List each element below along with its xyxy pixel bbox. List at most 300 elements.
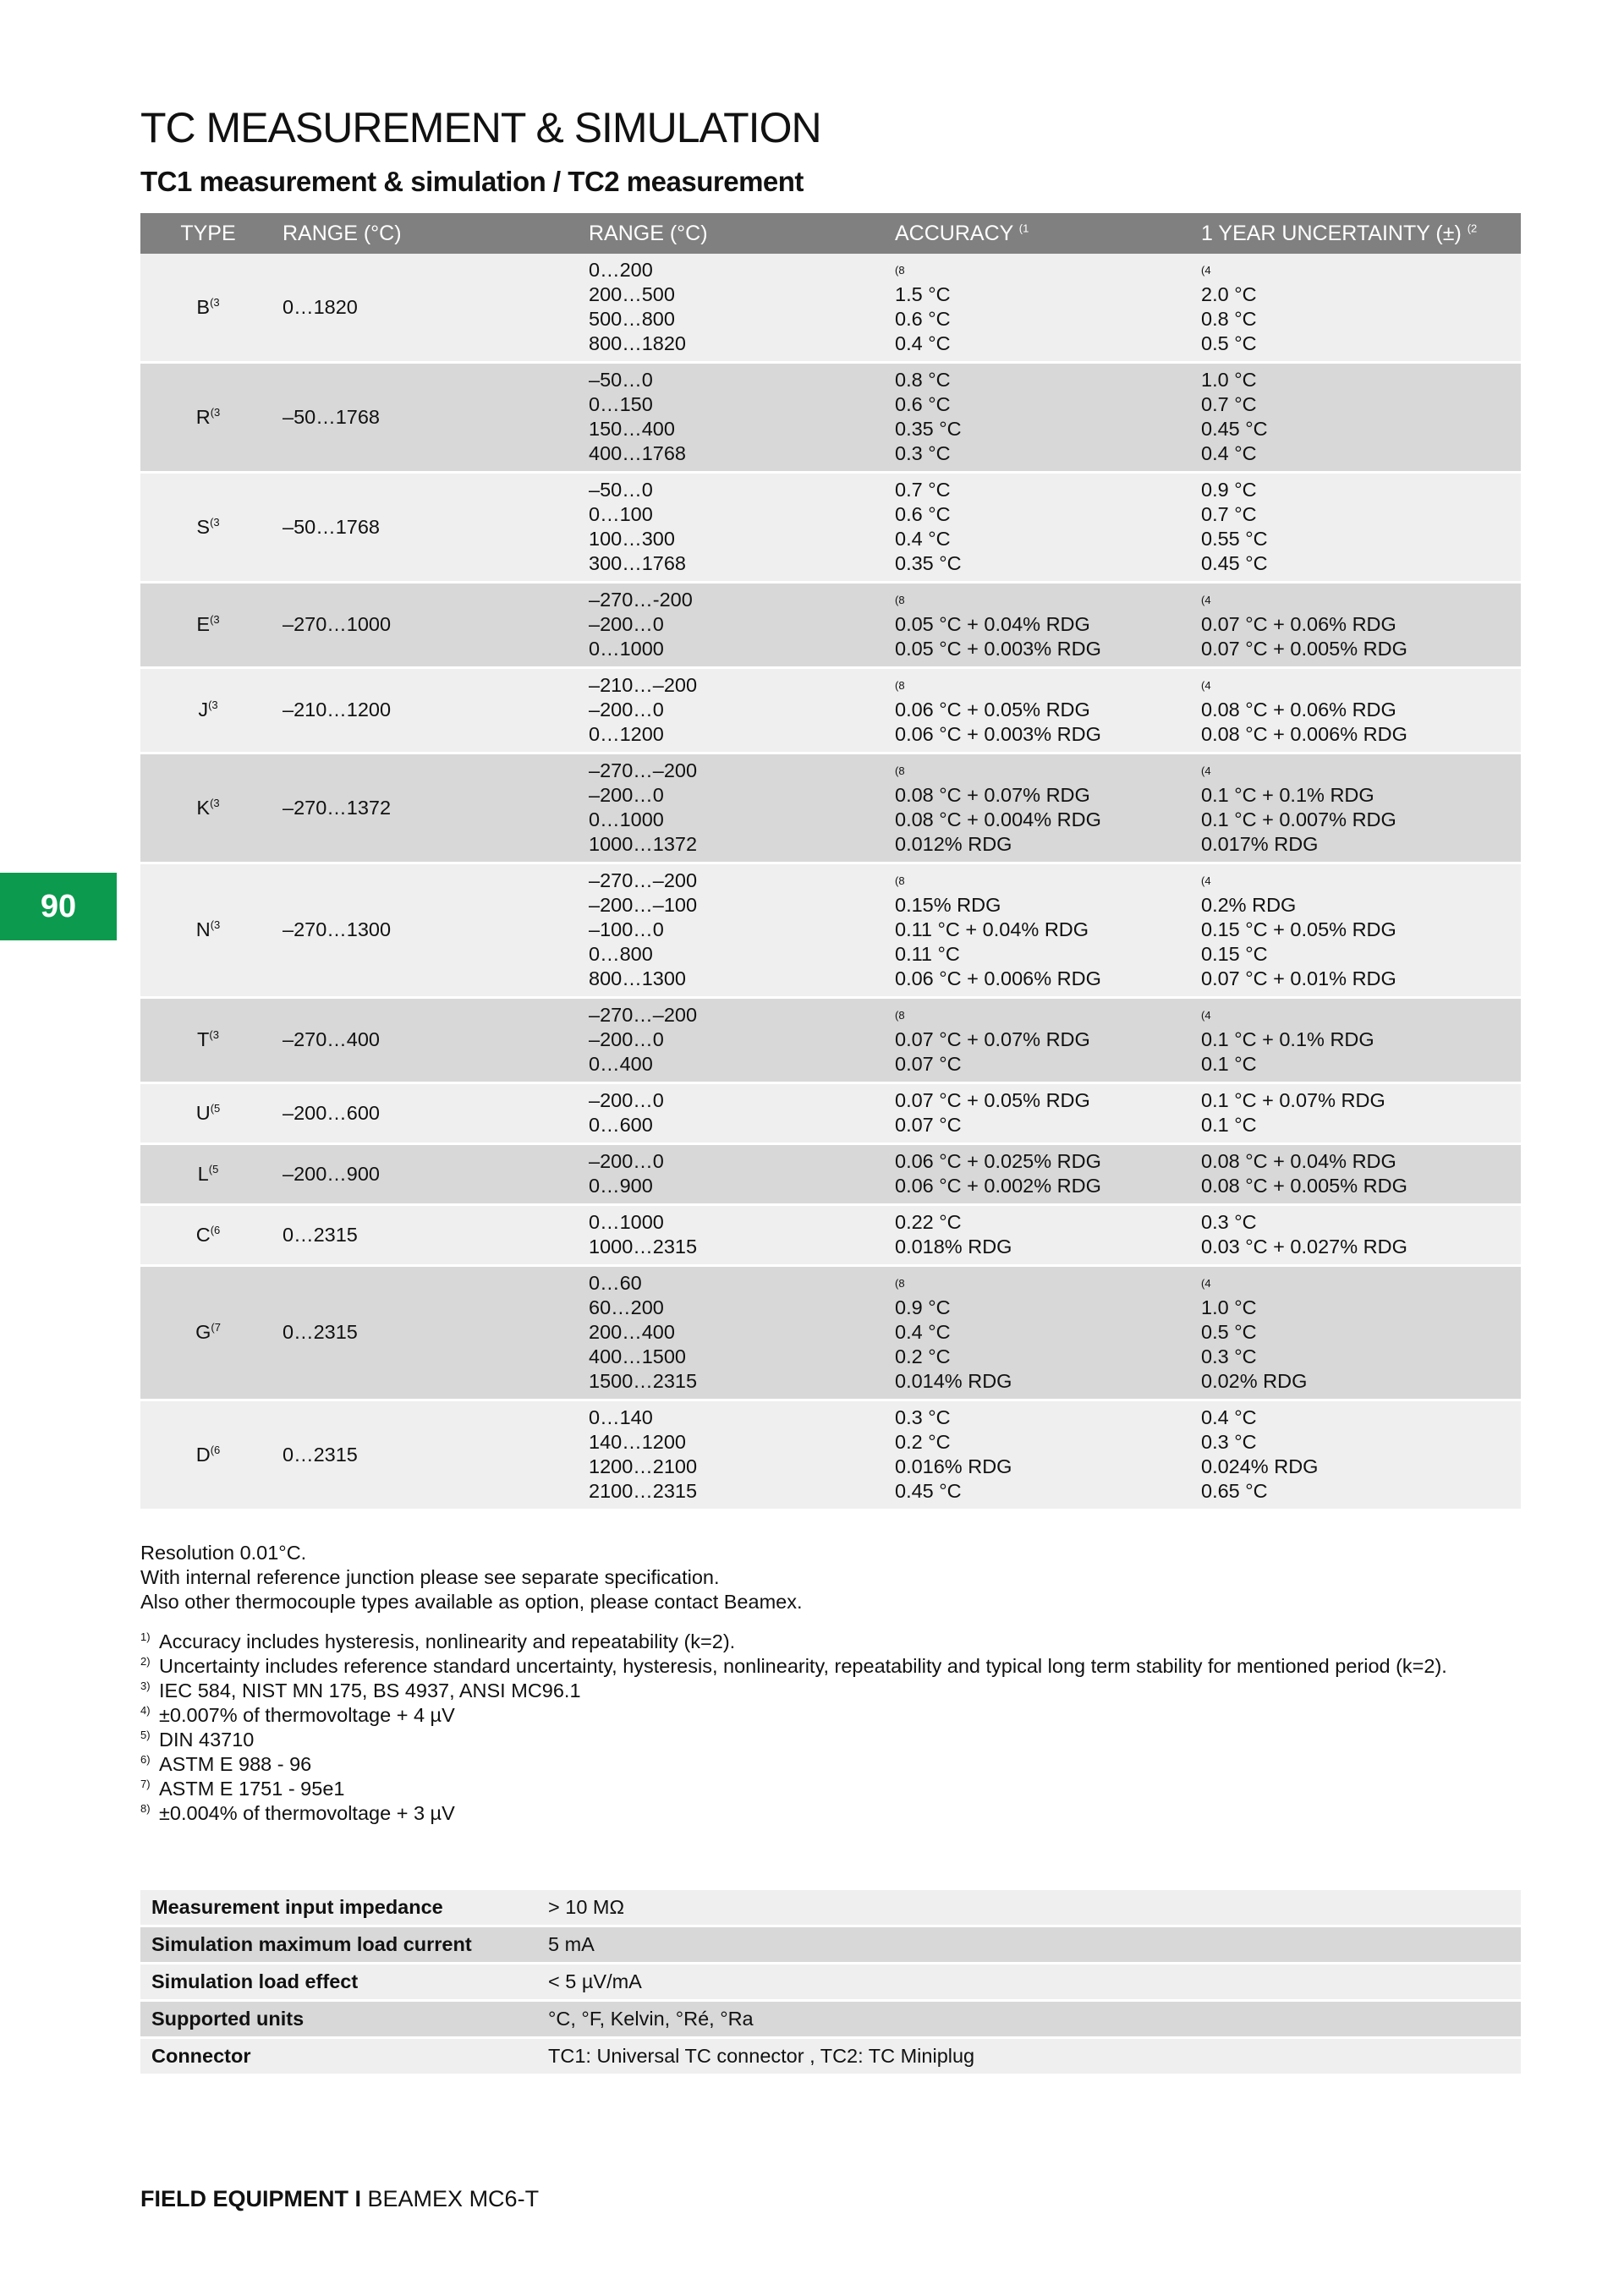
range-value: –270…1300: [283, 918, 392, 940]
uncertainty-cell: [1194, 1266, 1521, 1400]
uncertainty-value: 0.07 °C + 0.01% RDG: [1201, 967, 1396, 989]
accuracy-cell: [888, 1266, 1194, 1400]
subrange-value: –210…–200: [589, 674, 698, 696]
uncertainty-value: 0.55 °C: [1201, 528, 1268, 550]
subrange-cell: [582, 583, 888, 668]
note-line: Resolution 0.01°C.: [140, 1542, 307, 1564]
footnote-line: 2) Uncertainty includes reference standard uncertainty, hysteresis, nonlinearity, repeatability and typical long term stability for mentioned period (k=2).: [140, 1655, 1447, 1677]
accuracy-cell: [888, 254, 1194, 363]
range-cell: [276, 363, 582, 473]
type-footnote-ref: (3: [210, 796, 220, 809]
footnote-text: IEC 584, NIST MN 175, BS 4937, ANSI MC96.1: [159, 1680, 581, 1701]
footnote-line: 3) IEC 584, NIST MN 175, BS 4937, ANSI MC96.1: [140, 1680, 581, 1701]
accuracy-value: 0.45 °C: [895, 1480, 962, 1502]
uncertainty-footnote-ref: (4: [1201, 1277, 1211, 1290]
uncertainty-value: 0.1 °C: [1201, 1114, 1257, 1136]
footnote-text: DIN 43710: [159, 1729, 255, 1751]
subrange-value: 0…1200: [589, 723, 664, 745]
accuracy-cell: [888, 1083, 1194, 1144]
subrange-value: 200…500: [589, 283, 675, 305]
property-value: < 5 µV/mA: [537, 1964, 1521, 2001]
header-accuracy-label: ACCURACY: [895, 221, 1013, 245]
range-cell: [276, 863, 582, 998]
type-footnote-ref: (3: [210, 613, 220, 627]
accuracy-cell: [888, 583, 1194, 668]
footnote-text: ASTM E 988 - 96: [159, 1753, 312, 1775]
property-value: > 10 MΩ: [537, 1890, 1521, 1926]
subrange-value: 0…150: [589, 393, 653, 415]
accuracy-value: 0.4 °C: [895, 528, 951, 550]
range-value: 0…2315: [283, 1443, 358, 1466]
type-footnote-ref: (6: [210, 1443, 221, 1456]
subrange-cell: [582, 1400, 888, 1510]
subrange-value: 0…140: [589, 1406, 653, 1428]
uncertainty-value: 0.08 °C + 0.005% RDG: [1201, 1175, 1407, 1197]
uncertainty-cell: [1194, 473, 1521, 583]
accuracy-value: 0.8 °C: [895, 369, 951, 391]
uncertainty-value: 0.3 °C: [1201, 1211, 1257, 1233]
subrange-value: 140…1200: [589, 1431, 686, 1453]
type-cell: [140, 998, 276, 1083]
uncertainty-cell: [1194, 254, 1521, 363]
range-value: –200…600: [283, 1101, 380, 1124]
uncertainty-value: 0.2% RDG: [1201, 894, 1297, 916]
type-cell: [140, 863, 276, 998]
property-row: [140, 2001, 1521, 2038]
accuracy-value: 0.018% RDG: [895, 1236, 1012, 1258]
property-label: Simulation load effect: [140, 1964, 537, 2001]
footnote-line: 6) ASTM E 988 - 96: [140, 1753, 312, 1775]
range-value: –50…1768: [283, 405, 380, 428]
type-footnote-ref: (5: [210, 1101, 221, 1115]
header-range: RANGE (°C): [276, 213, 582, 254]
subrange-value: –200…0: [589, 1028, 664, 1050]
note-line: Also other thermocouple types available as option, please contact Beamex.: [140, 1591, 803, 1613]
uncertainty-value: 0.65 °C: [1201, 1480, 1268, 1502]
uncertainty-value: 0.017% RDG: [1201, 833, 1319, 855]
type-cell: [140, 254, 276, 363]
accuracy-value: 0.7 °C: [895, 479, 951, 501]
accuracy-cell: [888, 753, 1194, 863]
header-accuracy: [888, 213, 1194, 254]
range-cell: [276, 583, 582, 668]
uncertainty-value: 1.0 °C: [1201, 369, 1257, 391]
range-cell: [276, 1266, 582, 1400]
uncertainty-value: 0.08 °C + 0.006% RDG: [1201, 723, 1407, 745]
property-label: Connector: [140, 2038, 537, 2075]
property-row: [140, 1964, 1521, 2001]
accuracy-value: 0.05 °C + 0.04% RDG: [895, 613, 1090, 635]
accuracy-cell: [888, 473, 1194, 583]
property-row: [140, 1926, 1521, 1964]
subrange-cell: [582, 753, 888, 863]
accuracy-cell: [888, 1205, 1194, 1266]
subrange-value: 0…900: [589, 1175, 653, 1197]
table-row: [140, 863, 1521, 998]
subrange-value: –100…0: [589, 918, 664, 940]
accuracy-footnote-ref: (8: [895, 764, 905, 777]
page-number-tab: 90: [0, 873, 117, 940]
subrange-value: 0…100: [589, 503, 653, 525]
footnotes: [140, 1630, 1447, 1826]
subrange-value: 0…1000: [589, 638, 664, 660]
type-footnote-ref: (3: [210, 295, 220, 309]
type-label: S: [196, 515, 211, 538]
accuracy-value: 0.06 °C + 0.003% RDG: [895, 723, 1101, 745]
accuracy-cell: [888, 1400, 1194, 1510]
accuracy-footnote-ref: (8: [895, 594, 905, 606]
type-cell: [140, 1083, 276, 1144]
uncertainty-value: 0.15 °C: [1201, 943, 1268, 965]
subrange-value: 800…1820: [589, 332, 686, 354]
accuracy-value: 0.6 °C: [895, 393, 951, 415]
subrange-value: –200…0: [589, 699, 664, 721]
accuracy-footnote-ref: (8: [895, 1009, 905, 1022]
subrange-value: 0…60: [589, 1272, 642, 1294]
page-title: TC MEASUREMENT & SIMULATION: [140, 104, 821, 151]
header-uncertainty-ref: (2: [1467, 222, 1478, 235]
subrange-value: 60…200: [589, 1296, 664, 1318]
property-value: °C, °F, Kelvin, °Ré, °Ra: [537, 2001, 1521, 2038]
subrange-cell: [582, 1205, 888, 1266]
header-subrange: RANGE (°C): [582, 213, 888, 254]
table-row: [140, 583, 1521, 668]
accuracy-value: 1.5 °C: [895, 283, 951, 305]
range-value: –270…1000: [283, 613, 392, 635]
page-footer: [140, 2186, 539, 2212]
uncertainty-value: 0.15 °C + 0.05% RDG: [1201, 918, 1396, 940]
subrange-value: –270…–200: [589, 759, 698, 781]
type-footnote-ref: (3: [210, 918, 221, 932]
subrange-value: –270…–200: [589, 1004, 698, 1026]
range-cell: [276, 1083, 582, 1144]
type-cell: [140, 668, 276, 753]
footnote-text: Accuracy includes hysteresis, nonlinearity and repeatability (k=2).: [159, 1630, 736, 1652]
range-cell: [276, 1144, 582, 1205]
table-row: [140, 363, 1521, 473]
accuracy-value: 0.05 °C + 0.003% RDG: [895, 638, 1101, 660]
range-value: 0…2315: [283, 1223, 358, 1246]
range-cell: [276, 1205, 582, 1266]
uncertainty-cell: [1194, 1400, 1521, 1510]
type-cell: [140, 473, 276, 583]
subrange-value: –200…0: [589, 1089, 664, 1111]
subrange-cell: [582, 668, 888, 753]
uncertainty-value: 0.02% RDG: [1201, 1370, 1308, 1392]
range-cell: [276, 998, 582, 1083]
subrange-value: –200…0: [589, 1150, 664, 1172]
table-row: [140, 1400, 1521, 1510]
type-footnote-ref: (7: [211, 1321, 221, 1334]
uncertainty-value: 0.45 °C: [1201, 418, 1268, 440]
accuracy-cell: [888, 863, 1194, 998]
subrange-value: –270…–200: [589, 869, 698, 891]
uncertainty-value: 0.4 °C: [1201, 1406, 1257, 1428]
type-cell: [140, 363, 276, 473]
accuracy-value: 0.2 °C: [895, 1345, 951, 1367]
accuracy-footnote-ref: (8: [895, 264, 905, 277]
uncertainty-value: 0.7 °C: [1201, 393, 1257, 415]
footnote-line: 1) Accuracy includes hysteresis, nonlinearity and repeatability (k=2).: [140, 1630, 736, 1652]
subrange-value: –50…0: [589, 369, 653, 391]
accuracy-value: 0.06 °C + 0.002% RDG: [895, 1175, 1101, 1197]
uncertainty-footnote-ref: (4: [1201, 874, 1211, 887]
accuracy-value: 0.3 °C: [895, 1406, 951, 1428]
property-label: Supported units: [140, 2001, 537, 2038]
uncertainty-cell: [1194, 1205, 1521, 1266]
type-footnote-ref: (5: [208, 1162, 219, 1175]
type-footnote-ref: (3: [208, 699, 218, 712]
accuracy-footnote-ref: (8: [895, 1277, 905, 1290]
accuracy-value: 0.07 °C: [895, 1053, 962, 1075]
header-uncertainty-label: 1 YEAR UNCERTAINTY (±): [1201, 221, 1462, 245]
subrange-value: –200…0: [589, 784, 664, 806]
uncertainty-value: 0.08 °C + 0.06% RDG: [1201, 699, 1396, 721]
accuracy-value: 0.9 °C: [895, 1296, 951, 1318]
accuracy-value: 0.06 °C + 0.006% RDG: [895, 967, 1101, 989]
type-cell: [140, 1144, 276, 1205]
uncertainty-value: 0.45 °C: [1201, 552, 1268, 574]
type-cell: [140, 1400, 276, 1510]
accuracy-footnote-ref: (8: [895, 874, 905, 887]
range-value: 0…2315: [283, 1321, 358, 1343]
subrange-value: 1200…2100: [589, 1455, 698, 1477]
range-cell: [276, 1400, 582, 1510]
subrange-value: 2100…2315: [589, 1480, 698, 1502]
header-accuracy-ref: (1: [1018, 222, 1029, 235]
table-row: [140, 1083, 1521, 1144]
subrange-value: 0…200: [589, 259, 653, 281]
subrange-value: 400…1768: [589, 442, 686, 464]
subrange-value: 0…1000: [589, 808, 664, 830]
accuracy-value: 0.07 °C + 0.05% RDG: [895, 1089, 1090, 1111]
uncertainty-value: 0.3 °C: [1201, 1345, 1257, 1367]
uncertainty-value: 0.1 °C + 0.007% RDG: [1201, 808, 1396, 830]
table-header-row: [140, 213, 1521, 254]
footnote-line: 4) ±0.007% of thermovoltage + 4 µV: [140, 1704, 455, 1726]
table-row: [140, 1205, 1521, 1266]
footnote-line: 7) ASTM E 1751 - 95e1: [140, 1778, 345, 1800]
uncertainty-cell: [1194, 753, 1521, 863]
subrange-value: –270…-200: [589, 589, 693, 611]
subrange-value: 400…1500: [589, 1345, 686, 1367]
accuracy-value: 0.6 °C: [895, 308, 951, 330]
subrange-value: 500…800: [589, 308, 675, 330]
type-label: U: [195, 1101, 211, 1124]
property-label: Measurement input impedance: [140, 1890, 537, 1926]
footnote-line: 5) DIN 43710: [140, 1729, 255, 1751]
range-value: –270…1372: [283, 796, 392, 819]
subrange-value: 1000…2315: [589, 1236, 698, 1258]
uncertainty-footnote-ref: (4: [1201, 264, 1211, 277]
property-value: 5 mA: [537, 1926, 1521, 1964]
accuracy-value: 0.012% RDG: [895, 833, 1012, 855]
footnote-text: ±0.007% of thermovoltage + 4 µV: [159, 1704, 455, 1726]
accuracy-value: 0.11 °C + 0.04% RDG: [895, 918, 1089, 940]
table-row: [140, 998, 1521, 1083]
uncertainty-cell: [1194, 363, 1521, 473]
uncertainty-footnote-ref: (4: [1201, 1009, 1211, 1022]
subrange-value: 0…1000: [589, 1211, 664, 1233]
subrange-cell: [582, 863, 888, 998]
subrange-value: 0…600: [589, 1114, 653, 1136]
uncertainty-value: 0.024% RDG: [1201, 1455, 1319, 1477]
note-line: With internal reference junction please see separate specification.: [140, 1566, 720, 1588]
subrange-value: 1000…1372: [589, 833, 698, 855]
accuracy-value: 0.3 °C: [895, 442, 951, 464]
header-uncertainty: [1194, 213, 1521, 254]
accuracy-footnote-ref: (8: [895, 679, 905, 692]
subrange-cell: [582, 1083, 888, 1144]
table-row: [140, 668, 1521, 753]
notes-section: [140, 1541, 1447, 1826]
uncertainty-value: 0.08 °C + 0.04% RDG: [1201, 1150, 1396, 1172]
accuracy-value: 0.6 °C: [895, 503, 951, 525]
accuracy-value: 0.014% RDG: [895, 1370, 1012, 1392]
uncertainty-value: 0.3 °C: [1201, 1431, 1257, 1453]
range-value: –210…1200: [283, 699, 392, 721]
footnote-text: ±0.004% of thermovoltage + 3 µV: [159, 1802, 455, 1824]
type-footnote-ref: (6: [210, 1223, 221, 1236]
subrange-value: –200…–100: [589, 894, 698, 916]
type-label: D: [195, 1443, 211, 1466]
subrange-cell: [582, 998, 888, 1083]
type-label: T: [197, 1028, 210, 1050]
range-value: 0…1820: [283, 295, 358, 318]
subrange-value: 150…400: [589, 418, 675, 440]
type-label: C: [195, 1223, 211, 1246]
accuracy-cell: [888, 998, 1194, 1083]
accuracy-value: 0.35 °C: [895, 418, 962, 440]
range-cell: [276, 753, 582, 863]
property-row: [140, 2038, 1521, 2075]
uncertainty-footnote-ref: (4: [1201, 594, 1211, 606]
header-type: TYPE: [140, 213, 276, 254]
type-label: N: [195, 918, 211, 940]
accuracy-value: 0.08 °C + 0.07% RDG: [895, 784, 1090, 806]
type-label: J: [198, 699, 209, 721]
uncertainty-footnote-ref: (4: [1201, 679, 1211, 692]
accuracy-value: 0.22 °C: [895, 1211, 962, 1233]
uncertainty-cell: [1194, 1083, 1521, 1144]
accuracy-value: 0.07 °C + 0.07% RDG: [895, 1028, 1090, 1050]
range-cell: [276, 668, 582, 753]
footnote-line: 8) ±0.004% of thermovoltage + 3 µV: [140, 1802, 455, 1824]
uncertainty-value: 0.9 °C: [1201, 479, 1257, 501]
uncertainty-value: 0.1 °C + 0.07% RDG: [1201, 1089, 1385, 1111]
uncertainty-value: 0.8 °C: [1201, 308, 1257, 330]
uncertainty-value: 0.4 °C: [1201, 442, 1257, 464]
range-value: –270…400: [283, 1028, 380, 1050]
accuracy-value: 0.07 °C: [895, 1114, 962, 1136]
type-footnote-ref: (3: [210, 405, 221, 419]
uncertainty-value: 0.1 °C: [1201, 1053, 1257, 1075]
subrange-cell: [582, 1144, 888, 1205]
subrange-cell: [582, 1266, 888, 1400]
uncertainty-value: 0.07 °C + 0.06% RDG: [1201, 613, 1396, 635]
uncertainty-value: 2.0 °C: [1201, 283, 1257, 305]
accuracy-value: 0.15% RDG: [895, 894, 1001, 916]
accuracy-cell: [888, 363, 1194, 473]
accuracy-value: 0.11 °C: [895, 943, 960, 965]
general-notes: [140, 1541, 1447, 1614]
uncertainty-value: 0.07 °C + 0.005% RDG: [1201, 638, 1407, 660]
accuracy-value: 0.4 °C: [895, 332, 951, 354]
type-cell: [140, 583, 276, 668]
table-row: [140, 753, 1521, 863]
type-cell: [140, 1205, 276, 1266]
uncertainty-value: 0.03 °C + 0.027% RDG: [1201, 1236, 1407, 1258]
uncertainty-cell: [1194, 1144, 1521, 1205]
accuracy-value: 0.06 °C + 0.05% RDG: [895, 699, 1090, 721]
subrange-value: –200…0: [589, 613, 664, 635]
subrange-cell: [582, 473, 888, 583]
uncertainty-value: 0.1 °C + 0.1% RDG: [1201, 1028, 1374, 1050]
property-value: TC1: Universal TC connector , TC2: TC Miniplug: [537, 2038, 1521, 2075]
type-cell: [140, 1266, 276, 1400]
tc-spec-table: [140, 213, 1521, 1511]
subrange-value: –50…0: [589, 479, 653, 501]
subrange-cell: [582, 363, 888, 473]
type-label: B: [196, 295, 211, 318]
uncertainty-value: 0.5 °C: [1201, 1321, 1257, 1343]
uncertainty-value: 0.1 °C + 0.1% RDG: [1201, 784, 1374, 806]
table-row: [140, 473, 1521, 583]
footnote-text: Uncertainty includes reference standard uncertainty, hysteresis, nonlinearity, repeatability and typical long term stability for mentioned period (k=2).: [159, 1655, 1447, 1677]
table-row: [140, 1266, 1521, 1400]
type-footnote-ref: (3: [210, 515, 220, 529]
type-label: G: [195, 1321, 211, 1343]
uncertainty-value: 0.5 °C: [1201, 332, 1257, 354]
accuracy-value: 0.016% RDG: [895, 1455, 1012, 1477]
type-cell: [140, 753, 276, 863]
properties-table: [140, 1890, 1521, 2076]
accuracy-value: 0.06 °C + 0.025% RDG: [895, 1150, 1101, 1172]
accuracy-value: 0.08 °C + 0.004% RDG: [895, 808, 1101, 830]
range-value: –50…1768: [283, 515, 380, 538]
uncertainty-value: 1.0 °C: [1201, 1296, 1257, 1318]
table-row: [140, 1144, 1521, 1205]
uncertainty-cell: [1194, 998, 1521, 1083]
accuracy-value: 0.4 °C: [895, 1321, 951, 1343]
range-cell: [276, 254, 582, 363]
type-label: K: [196, 796, 211, 819]
subrange-value: 800…1300: [589, 967, 686, 989]
range-cell: [276, 473, 582, 583]
accuracy-cell: [888, 668, 1194, 753]
table-row: [140, 254, 1521, 363]
type-footnote-ref: (3: [209, 1028, 219, 1042]
type-label: E: [196, 613, 211, 635]
subrange-value: 0…800: [589, 943, 653, 965]
uncertainty-value: 0.7 °C: [1201, 503, 1257, 525]
footnote-text: ASTM E 1751 - 95e1: [159, 1778, 345, 1800]
subrange-cell: [582, 254, 888, 363]
accuracy-value: 0.35 °C: [895, 552, 962, 574]
footer-section: FIELD EQUIPMENT I: [140, 2186, 362, 2211]
property-row: [140, 1890, 1521, 1926]
footer-product: BEAMEX MC6-T: [367, 2186, 540, 2211]
subrange-value: 0…400: [589, 1053, 653, 1075]
accuracy-value: 0.2 °C: [895, 1431, 951, 1453]
uncertainty-cell: [1194, 583, 1521, 668]
range-value: –200…900: [283, 1162, 380, 1185]
subrange-value: 300…1768: [589, 552, 686, 574]
subrange-value: 200…400: [589, 1321, 675, 1343]
type-label: R: [195, 405, 211, 428]
property-label: Simulation maximum load current: [140, 1926, 537, 1964]
type-label: L: [197, 1162, 209, 1185]
